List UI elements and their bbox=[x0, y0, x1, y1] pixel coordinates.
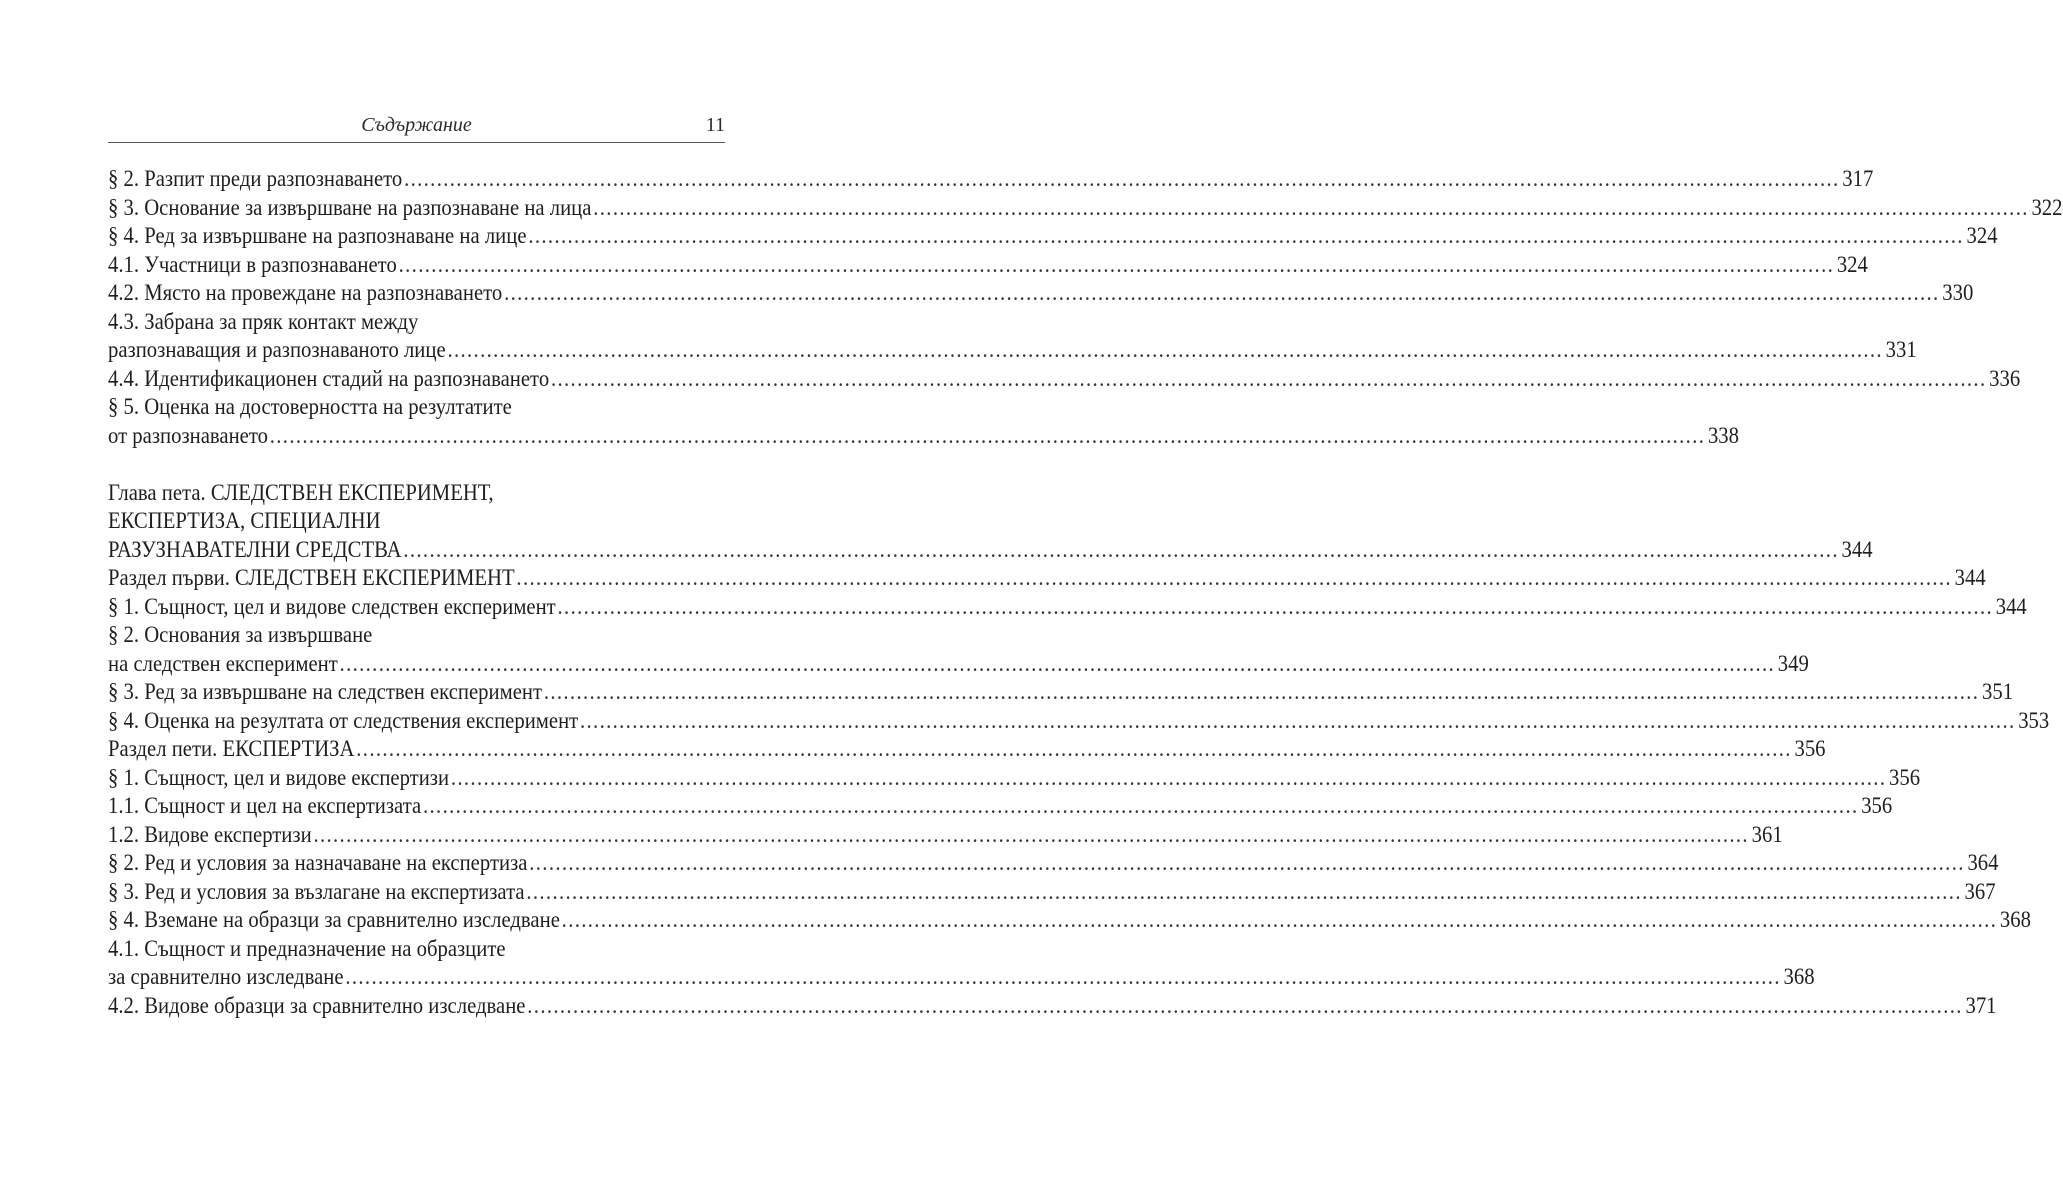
toc-entry-page: 344 bbox=[1841, 536, 1873, 562]
toc-entry-title: § 4. Оценка на резултата от следствения експеримент bbox=[108, 707, 579, 733]
dot-leader: ............................................................................................................................................................................................................................ bbox=[339, 650, 1776, 676]
toc-entry[interactable] bbox=[108, 564, 1986, 593]
dot-leader: ............................................................................................................................................................................................................................ bbox=[526, 878, 1962, 904]
dot-leader: ............................................................................................................................................................................................................................ bbox=[447, 337, 1883, 362]
toc-entry-title: § 3. Ред за извършване на следствен експеримент bbox=[108, 679, 543, 704]
dot-leader: ............................................................................................................................................................................................................................ bbox=[398, 251, 1835, 277]
toc-list bbox=[108, 165, 2063, 1020]
toc-entry-page: 368 bbox=[1999, 907, 2031, 932]
dot-leader: ............................................................................................................................................................................................................................ bbox=[404, 166, 1840, 191]
toc-entry-title: 4.1. Същност и предназначение на образците bbox=[108, 935, 506, 961]
toc-entry[interactable] bbox=[108, 536, 1873, 565]
toc-entry[interactable] bbox=[108, 678, 2014, 707]
toc-entry-page: 353 bbox=[2018, 707, 2050, 733]
table-of-contents bbox=[108, 165, 2063, 1045]
toc-entry-page: 368 bbox=[1783, 964, 1815, 989]
toc-entry[interactable] bbox=[108, 707, 2050, 736]
toc-entry-title: § 1. Същност, цел и видове следствен експеримент bbox=[108, 593, 556, 619]
dot-leader: ............................................................................................................................................................................................................................ bbox=[423, 793, 1859, 818]
toc-entry-page: 336 bbox=[1989, 365, 2021, 391]
toc-entry[interactable] bbox=[108, 479, 725, 508]
toc-entry-title: разпознаващия и разпознаваното лице bbox=[108, 337, 446, 362]
toc-entry[interactable] bbox=[108, 336, 1917, 365]
toc-entry-page: 356 bbox=[1889, 764, 1921, 790]
toc-entry[interactable] bbox=[108, 621, 725, 650]
toc-entry-page: 344 bbox=[1995, 593, 2027, 619]
dot-leader: ............................................................................................................................................................................................................................ bbox=[550, 365, 1987, 391]
toc-entry[interactable] bbox=[108, 422, 1740, 451]
toc-entry-page: 371 bbox=[1965, 992, 1997, 1018]
toc-entry-page: 349 bbox=[1777, 650, 1809, 676]
dot-leader: ............................................................................................................................................................................................................................ bbox=[450, 764, 1887, 790]
header-rule bbox=[108, 142, 725, 143]
toc-entry[interactable] bbox=[108, 251, 1868, 280]
toc-entry-title: 4.2. Видове образци за сравнително изследване bbox=[108, 992, 526, 1018]
toc-entry[interactable] bbox=[108, 650, 1809, 679]
toc-entry-page: 364 bbox=[1967, 850, 1999, 875]
toc-entry[interactable] bbox=[108, 222, 1998, 251]
toc-entry[interactable] bbox=[108, 279, 1974, 308]
toc-entry-title: за сравнително изследване bbox=[108, 964, 344, 989]
toc-entry-title: 4.3. Забрана за пряк контакт между bbox=[108, 308, 419, 334]
toc-entry[interactable] bbox=[108, 878, 1996, 907]
dot-leader: ............................................................................................................................................................................................................................ bbox=[269, 422, 1706, 448]
toc-entry-title: РАЗУЗНАВАТЕЛНИ СРЕДСТВА bbox=[108, 536, 402, 562]
toc-entry[interactable] bbox=[108, 992, 1997, 1021]
toc-entry-title: § 1. Същност, цел и видове експертизи bbox=[108, 764, 450, 790]
toc-entry-page: 361 bbox=[1751, 821, 1783, 847]
dot-leader: ............................................................................................................................................................................................................................ bbox=[345, 964, 1781, 989]
toc-entry-page: 322 bbox=[2031, 194, 2063, 220]
toc-entry-title: Раздел първи. СЛЕДСТВЕН ЕКСПЕРИМЕНТ bbox=[108, 565, 515, 590]
toc-entry[interactable] bbox=[108, 792, 1893, 821]
toc-entry-page: 317 bbox=[1842, 166, 1874, 191]
toc-spacer bbox=[108, 450, 725, 479]
toc-entry[interactable] bbox=[108, 165, 1874, 194]
toc-entry-title: на следствен експеримент bbox=[108, 650, 338, 676]
dot-leader: ............................................................................................................................................................................................................................ bbox=[561, 907, 1998, 932]
toc-entry[interactable] bbox=[108, 849, 1999, 878]
dot-leader: ............................................................................................................................................................................................................................ bbox=[356, 736, 1792, 761]
toc-entry-page: 330 bbox=[1942, 280, 1974, 305]
toc-entry-title: § 3. Ред и условия за възлагане на експертизата bbox=[108, 878, 525, 904]
toc-entry-page: 324 bbox=[1966, 223, 1998, 248]
toc-entry-page: 338 bbox=[1707, 422, 1740, 448]
toc-entry[interactable] bbox=[108, 507, 725, 536]
toc-entry-title: § 2. Основания за извършване bbox=[108, 622, 373, 647]
toc-entry-page: 331 bbox=[1885, 337, 1917, 362]
dot-leader: ............................................................................................................................................................................................................................ bbox=[528, 223, 1964, 248]
toc-entry-title: ЕКСПЕРТИЗА, СПЕЦИАЛНИ bbox=[108, 508, 381, 533]
toc-entry-title: от разпознаването bbox=[108, 422, 268, 448]
toc-entry-title: § 5. Оценка на достоверността на резултатите bbox=[108, 394, 512, 419]
toc-entry[interactable] bbox=[108, 308, 725, 337]
dot-leader: ............................................................................................................................................................................................................................ bbox=[593, 194, 2029, 220]
toc-entry-title: § 3. Основание за извършване на разпознаване на лица bbox=[108, 194, 592, 220]
running-title: Съдържание bbox=[361, 114, 472, 136]
toc-entry[interactable] bbox=[108, 963, 1815, 992]
toc-entry-title: Раздел пети. ЕКСПЕРТИЗА bbox=[108, 736, 355, 761]
dot-leader: ............................................................................................................................................................................................................................ bbox=[527, 992, 1963, 1018]
toc-entry[interactable] bbox=[108, 906, 2031, 935]
toc-entry-title: 4.2. Място на провеждане на разпознаването bbox=[108, 280, 503, 305]
toc-entry-title: § 4. Ред за извършване на разпознаване на лице bbox=[108, 223, 527, 248]
toc-entry-title: § 2. Ред и условия за назначаване на експертиза bbox=[108, 850, 528, 875]
dot-leader: ............................................................................................................................................................................................................................ bbox=[557, 593, 1994, 619]
toc-entry[interactable] bbox=[108, 935, 725, 964]
toc-entry-page: 367 bbox=[1964, 878, 1996, 904]
toc-entry-title: Глава пета. СЛЕДСТВЕН ЕКСПЕРИМЕНТ, bbox=[108, 479, 494, 505]
toc-entry-title: § 2. Разпит преди разпознаването bbox=[108, 166, 403, 191]
toc-entry-title: 4.4. Идентификационен стадий на разпознаването bbox=[108, 365, 550, 391]
toc-entry-page: 344 bbox=[1954, 565, 1986, 590]
toc-entry-page: 356 bbox=[1794, 736, 1826, 761]
toc-entry-page: 351 bbox=[1982, 679, 2014, 704]
dot-leader: ............................................................................................................................................................................................................................ bbox=[504, 280, 1940, 305]
page-number: 11 bbox=[705, 114, 725, 136]
toc-entry[interactable] bbox=[108, 593, 2027, 622]
toc-entry[interactable] bbox=[108, 821, 1783, 850]
dot-leader: ............................................................................................................................................................................................................................ bbox=[543, 679, 1980, 704]
dot-leader: ............................................................................................................................................................................................................................ bbox=[313, 821, 1749, 847]
dot-leader: ............................................................................................................................................................................................................................ bbox=[403, 536, 1839, 562]
toc-entry-page: 324 bbox=[1836, 251, 1868, 277]
toc-entry-page: 356 bbox=[1861, 793, 1893, 818]
toc-entry[interactable] bbox=[108, 393, 725, 422]
toc-entry-title: 1.2. Видове експертизи bbox=[108, 821, 312, 847]
toc-entry[interactable] bbox=[108, 194, 2063, 223]
toc-entry[interactable] bbox=[108, 764, 1921, 793]
toc-entry[interactable] bbox=[108, 365, 2021, 394]
toc-entry-title: 4.1. Участници в разпознаването bbox=[108, 251, 397, 277]
dot-leader: ............................................................................................................................................................................................................................ bbox=[579, 707, 2016, 733]
toc-entry-title: § 4. Вземане на образци за сравнително изследване bbox=[108, 907, 560, 932]
dot-leader: ............................................................................................................................................................................................................................ bbox=[529, 850, 1965, 875]
dot-leader: ............................................................................................................................................................................................................................ bbox=[516, 565, 1952, 590]
toc-entry-title: 1.1. Същност и цел на експертизата bbox=[108, 793, 422, 818]
toc-entry[interactable] bbox=[108, 735, 1826, 764]
running-head bbox=[108, 112, 725, 138]
